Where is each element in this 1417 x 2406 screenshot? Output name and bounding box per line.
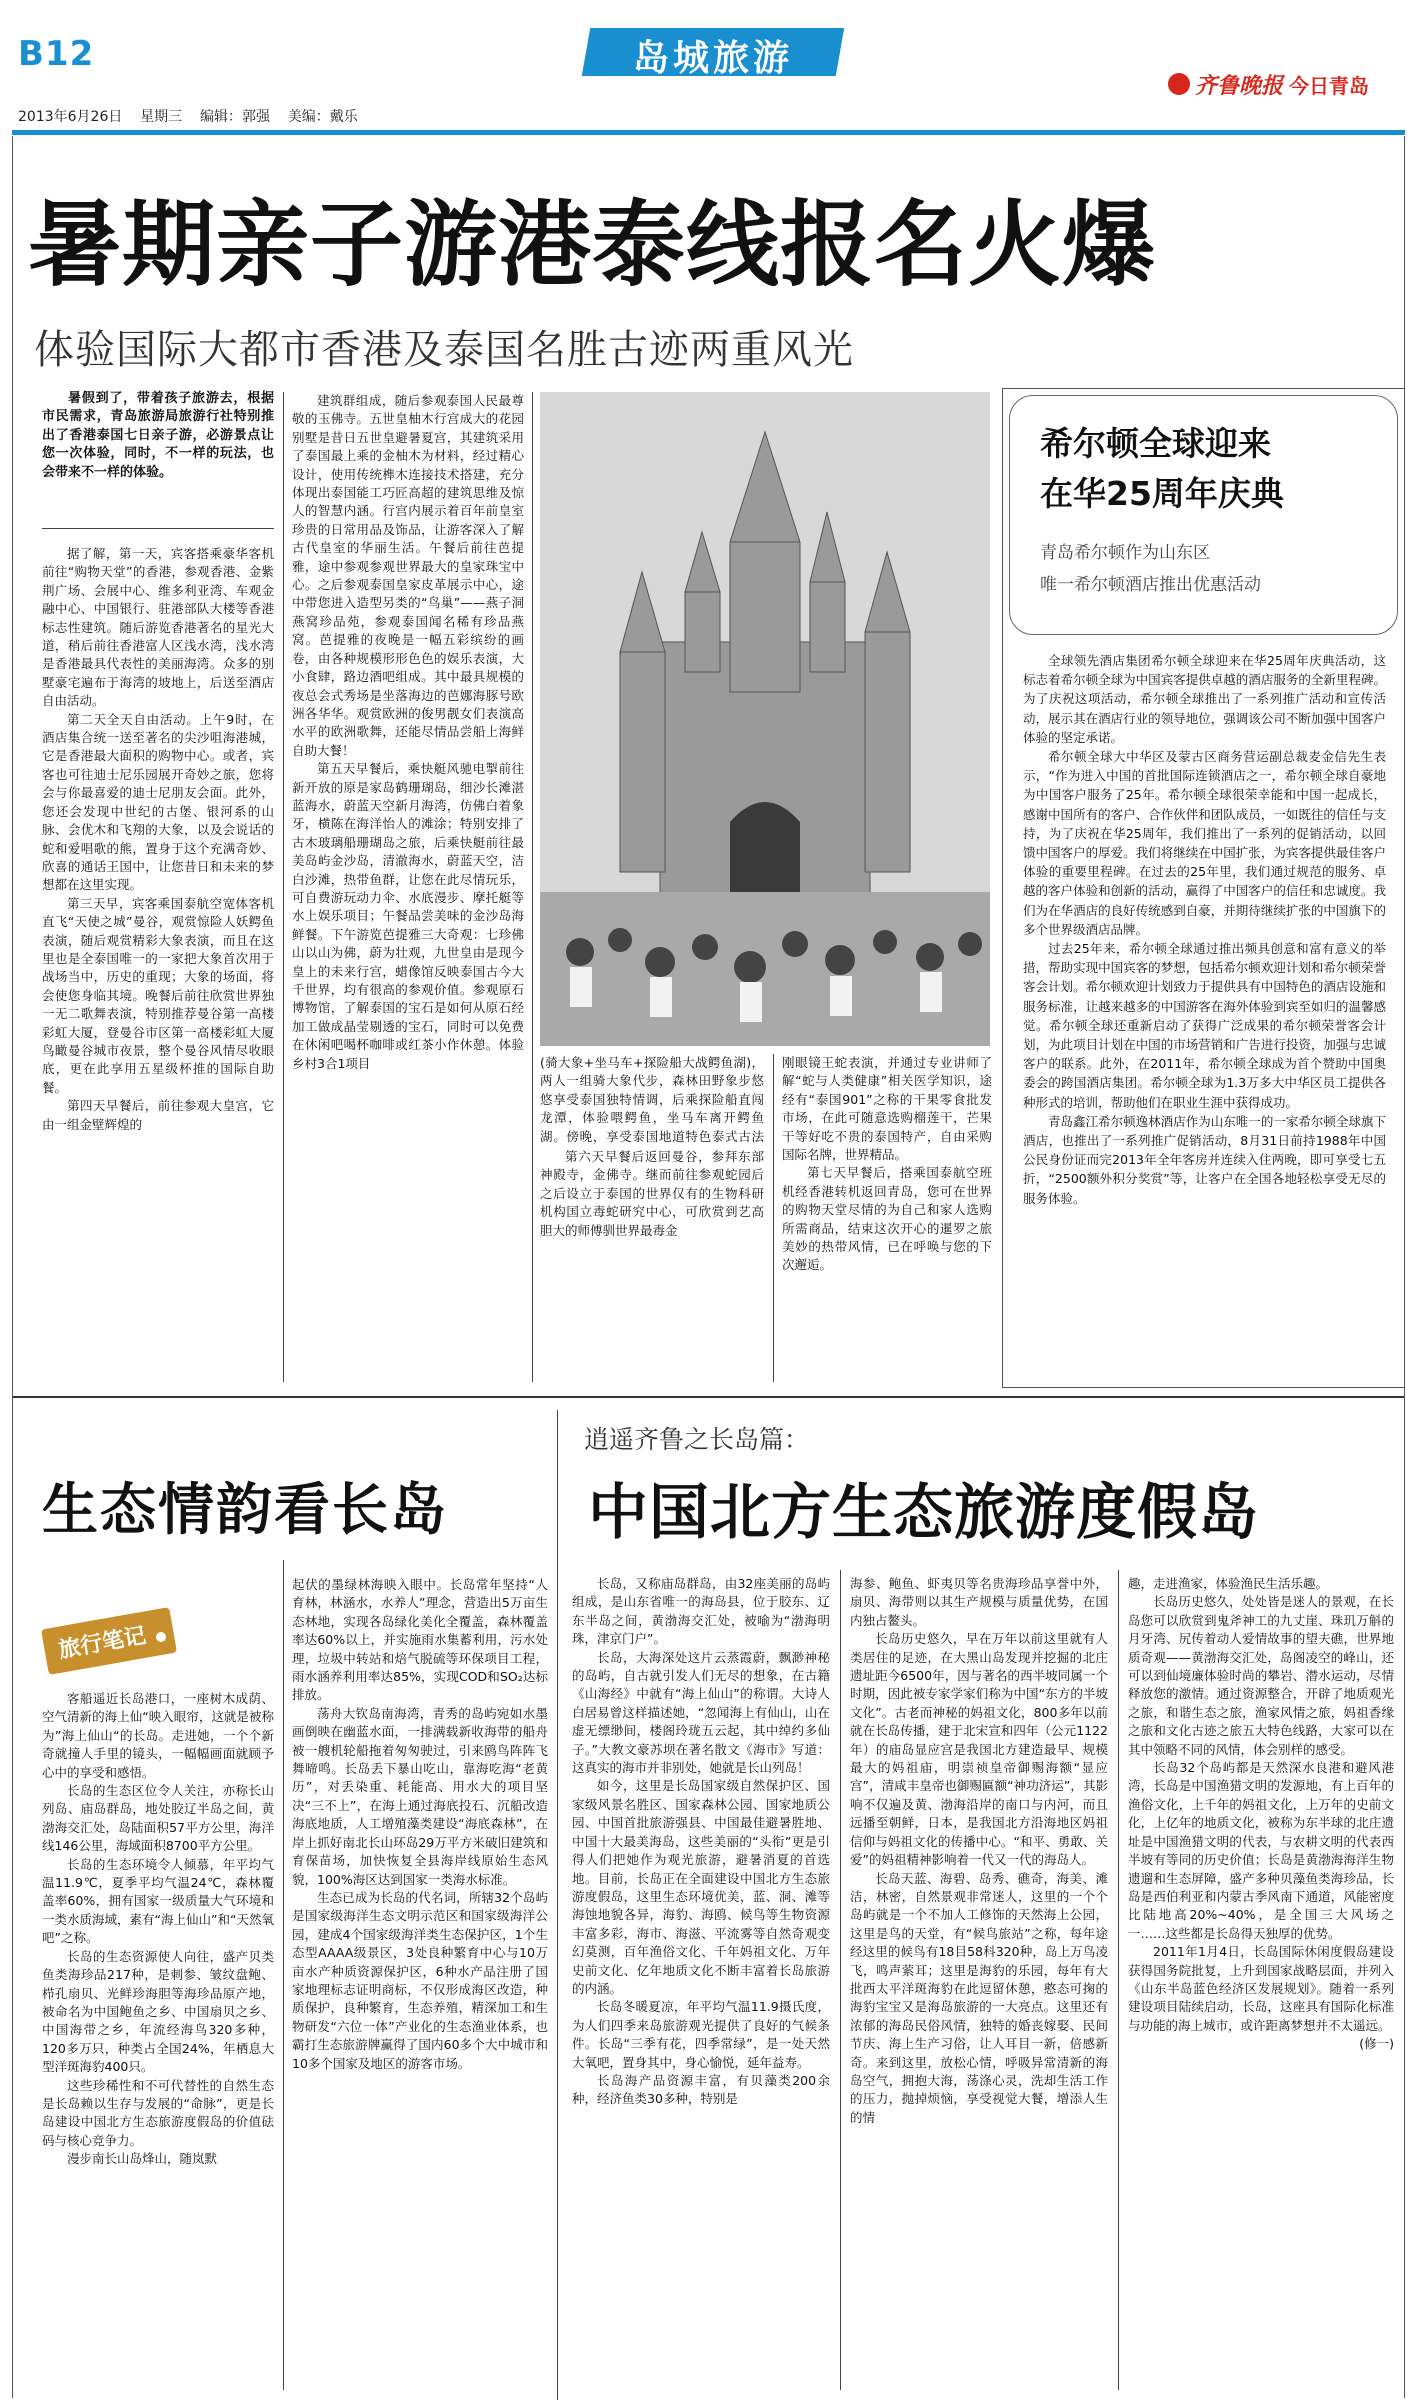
column-divider (1118, 1570, 1119, 2390)
lead-column-3b: 第六天早餐后返回曼谷，参拜东部神殿寺，金佛寺。继而前往参观蛇园后之后设立于泰国的世界仅有的生物科研机构国立毒蛇研究中心，可欣赏到艺高胆大的师傅驯世界最毒金 (540, 1149, 764, 1238)
designer-credit: 美编：戴乐 (287, 109, 358, 125)
tag-label: 旅行笔记 (56, 1623, 148, 1664)
lead-column-3: (骑大象+坐马车+探险船大战鳄鱼湖)，两人一组骑大象代步，森林田野象步悠悠享受泰国独特情调，后乘探险船直闯龙潭，体验喂鳄鱼，坐马车离开鳄鱼湖。傍晚，享受泰国地道特色泰式古法 (540, 1055, 764, 1144)
intro-rule (42, 528, 274, 529)
sidebar-header (1009, 395, 1398, 635)
sidebar-sub-1: 青岛希尔顿作为山东区 (1040, 543, 1210, 563)
sidebar-headline-1: 希尔顿全球迎来 (1040, 424, 1271, 463)
section-banner (568, 22, 858, 82)
travel-notes-tag (44, 1618, 174, 1664)
byline: (修一) (1359, 2036, 1394, 2052)
editor-credit: 编辑：郭强 (199, 109, 270, 125)
lead-column-4: 刚眼镜王蛇表演，并通过专业讲师了解“蛇与人类健康”相关医学知识，途经有“泰国901”之称的干果零食批发市场，在此可随意选购榴莲干，芒果干等好吃不贵的泰国特产，自由采购国际名牌，世界精品。 第七天早餐后，搭乘国泰航空班机经香港转机返回青岛，您可在世界的购物天堂尽情的为自己和家人选购所需商品，结束这次开心的暹罗之旅美妙的热带风情，已在呼唤与您的下次邂逅。 (782, 1055, 992, 1273)
column-divider (283, 392, 284, 1382)
lower-left-column-1: 客船遥近长岛港口，一座树木成荫、空气清新的海上仙“映入眼帘，这就是被称为”海上仙山“的长岛。走进她，一个个新奇就撞人手里的镜头，一幅幅画面就顾予心中的享受和感悟。 长岛的生态区位令人关注，亦称长山列岛、庙岛群岛，地处胶辽半岛之间，黄渤海交汇处，岛陆面积57平方公里，海洋线146公里，海域面积8700平方公里。 长岛的生态环境令人倾慕，年平均气温11.9℃，夏季平均气温24℃，森林覆盖率60%，拥有国家一级质量大气环境和一类水质海域，素有“海上仙山”和“天然氧吧”之称。 长岛的生态资源使人向往，盛产贝类鱼类海珍品217种，是刺参、皱纹盘鲍、栉孔扇贝、光鲜珍海胆等海珍品原产地，被命名为中国鲍鱼之乡、中国扇贝之乡、中国海带之乡，年流经海鸟320多种，120多万只，种类占全国24%，年栖息大型洋斑海豹400只。 这些珍稀性和不可代替性的自然生态是长岛赖以生存与发展的“命脉”，更是长岛建设中国北方生态旅游度假岛的价值砝码与核心竞争力。 漫步南长山岛烽山，随岚默 (42, 1691, 274, 2167)
header-meta (18, 106, 358, 126)
brand-sub: 今日青岛 (1289, 73, 1370, 98)
column-divider (557, 1410, 558, 2400)
hilton-sidebar (1002, 388, 1405, 1388)
sidebar-body: 全球领先酒店集团希尔顿全球迎来在华25周年庆典活动，这标志着希尔顿全球为中国宾客提供卓越的酒店服务的全新里程碑。为了庆祝这项活动，希尔顿全球推出了一系列推广活动和宣传活动，展示其在酒店行业的领导地位，强调该公司不断加强中国客户体验的坚定承诺。 希尔顿全球大中华区及蒙古区商务营运副总裁麦金信先生表示，“作为进入中国的首批国际连锁酒店之一，希尔顿全球自豪地为中国客户服务了25年。希尔顿全球很荣幸能和中国一起成长，感谢中国所有的客户、合作伙伴和团队成员，一如既往的信任与支持，为了庆祝在华25周年，我们推出了一系列的促销活动，以回馈中国客户的厚爱。我们将继续在中国扩张，为宾客提供最佳客户体验的重要里程碑。在过去的25年里，我们通过规范的服务、卓越的客户体验和创新的活动，赢得了中国客户的信任和忠诚度。我们为在华酒店的良好传统感到自豪，并期待继续扩张的中国旗下的多个世界级酒店品牌。 过去25年来，希尔顿全球通过推出频具创意和富有意义的举措，帮助实现中国宾客的梦想，包括希尔顿欢迎计划和希尔顿荣誉客会计划。希尔顿欢迎计划致力于提供具有中国特色的酒店设施和服务标准，让越来越多的中国游客在海外体验到宾至如归的温馨感觉。希尔顿全球还重新启动了获得广泛成果的希尔顿荣誉客会计划，为此项目计划在中国的市场营销和广告进行投资，加强与忠诚客户的联系。此外，在2011年，希尔顿全球成为首个赞助中国奥委会的跨国酒店集团。希尔顿全球为1.3万多大中华区员工提供各种形式的培训，帮助他们在职业生涯中获得成功。 青岛鑫江希尔顿逸林酒店作为山东唯一的一家希尔顿全球旗下酒店，也推出了一系列推广促销活动，8月31日前持1988年中国公民身份证而完2013年全年客房并连续入住两晚，即可享受七五折，“2500额外积分奖赏”等，让客户在全国各地轻松享受无尽的服务体验。 (1023, 653, 1386, 1206)
castle-photo (540, 392, 990, 1046)
lower-right-column-2: 海参、鲍鱼、虾夷贝等名贵海珍品享誉中外，扇贝、海带则以其生产规模与质量优势，在国内独占鳌头。 长岛历史悠久，早在万年以前这里就有人类居住的足迹，在大黑山岛发现并挖掘的北庄遗址距今6500年，因与著名的西半坡同属一个时期，因此被专家学家们称为中国“东方的半坡文化”。古老而神秘的妈祖文化，800多年以前就在长岛传播，建于北宋宣和四年（公元1122年）的庙岛显应宫是我国北方建造最早、规模最大的妈祖庙，明崇祯皇帝御赐海额“显应宫”，清咸丰皇帝也御赐匾额“神功济运”，其影响不仅遍及黄、渤海沿岸的南口与内河，而且远播至朝鲜，日本，是我国北方沿海地区妈祖信仰与妈祖文化的传播中心。“和平、勇敢、关爱”的妈祖精神影响着一代又一代的海岛人。 长岛天蓝、海碧、岛秀、礁奇，海美、滩洁，林密，自然景观非常迷人，这里的一个个岛屿就是一个不加人工修饰的天然海上公园，这里是鸟的天堂，有“候鸟旅站”之称，每年途经这里的候鸟有18目58科320种，岛上万鸟凌飞，鸣声萦耳；这里是海豹的乐园，每年有大批西太平洋斑海豹在此逗留休憩，憨态可掬的海豹宝宝又是海岛旅游的一大亮点。这里还有浓郁的海岛民俗风情，独特的婚丧嫁娶、民间节庆、海上生产习俗，让人耳目一新，倍感新奇。来到这里，放松心情，呼吸异常清新的海岛空气，拥抱大海，荡涤心灵，洗却生活工作的压力，抛掉烦恼，享受视觉大餐，增添人生的情 (850, 1576, 1108, 2125)
issue-weekday: 星期三 (140, 109, 183, 125)
column-divider (840, 1570, 841, 2390)
brand-emblem-icon (1168, 73, 1190, 95)
lower-left-column-2: 起伏的墨绿林海映入眼中。长岛常年坚持“人育林，林涵水，水养人”理念，营造出5万亩生态林地，实现各岛绿化美化全覆盖，森林覆盖率达60%以上，并实施雨水集蓄利用，污水处理，垃圾中转站和焙气脱硫等环保项目工程，雨水涵养利用率达85%，实现COD和SO₂达标排放。 荡舟大钦岛南海湾，青秀的岛屿宛如水墨画倒映在幽蓝水面，一排满载新收海带的船舟被一艘机轮船拖着匆匆驶过，引来鸥鸟阵阵飞舞啼鸣。长岛丢下暴山吃山，靠海吃海“老黄历”，对丢染重、耗能高、用水大的项目坚决“三不上”，在海上通过海底投石、沉船改造海底地质，人工增殖藻类建设“海底森林”，在岸上抓好南北长山环岛29万平方米破旧建筑和育保苗场，加快恢复全县海岸线原始生态风貌，100%海区达到国家一类海水标准。 生态已成为长岛的代名词，所辖32个岛屿是国家级海洋生态文明示范区和国家级海洋公园，建成4个国家级海洋类生态保护区，1个生态型AAAA级景区，3处良种繁育中心与10万亩水产种质资源保护区，6种水产品注册了国家地理标志证明商标，不仅形成海区改造，种质保护，良种繁育，生态养殖，精深加工和生物研发“六位一体”产业化的生态渔业体系，也霸打生态旅游牌赢得了国内60多个大中城市和10多个国家及地区的游客市场。 (292, 1577, 548, 2071)
column-divider (773, 1054, 774, 1382)
lead-column-1: 据了解，第一天，宾客搭乘豪华客机前往“购物天堂”的香港，参观香港、金紫荆广场、会展中心、维多利亚湾、车观金融中心、中国银行、驻港部队大楼等香港标志性建筑。随后游览香港著名的星光大道，稍后前往香港富人区浅水湾，浅水湾是香港最具代表性的美丽海湾。众多的别墅豪宅遍布于海湾的坡地上，后送至酒店自由活动。 第二天全天自由活动。上午9时，在酒店集合统一送至著名的尖沙咀海港城，它是香港最大面积的购物中心。或者，宾客也可往迪士尼乐园展开奇妙之旅，您将会与你最喜爱的迪士尼朋友会面。此外，您还会发现中世纪的古堡、银河系的山脉、会优木和飞翔的大象，以及会说话的蛇和爱唱歌的熊，置身于这个充满奇妙、欣喜的通话王国中，让您昔日和未来的梦想都在这里实现。 第三天早，宾客乘国泰航空宽体客机直飞“天使之城”曼谷，观赏惊险人妖鳄鱼表演，随后观赏精彩大象表演，而且在这里也是全泰国唯一的一家把大象首次用于战场当中，历史的重现；大象的场面，将会使您身临其境。晚餐后前往欣赏世界独一无二歌舞表演，特别推荐曼谷第一高楼彩虹大厦，登曼谷市区第一高楼彩虹大厦鸟瞰曼谷城市夜景，整个曼谷风情尽收眼底，更在此享用五星级杯推的国际自助餐。 第四天早餐后，前往参观大皇宫，它由一组金壁辉煌的 (42, 546, 274, 1132)
lower-right-headline: 中国北方生态旅游度假岛 (588, 1478, 1259, 1548)
issue-date: 2013年6月26日 (18, 109, 123, 125)
section-rule (12, 1396, 1405, 1398)
lower-right-kicker: 逍遥齐鲁之长岛篇： (584, 1425, 810, 1454)
lead-column-2: 建筑群组成，随后参观泰国人民最尊敬的玉佛寺。五世皇柚木行宫成大的花园别墅是昔日五世皇避暑夏宫，其建筑采用了泰国最上乘的金柚木为材料，经过精心设计，使用传统榫木连接技术搭建，充分体现出泰国能工巧匠高超的建筑思维及惊人的智慧内涵。行宫内展示着百年前皇室珍贵的日常用品及饰品，让游客深入了解古代皇室的华丽生活。午餐后前往芭提雅，途中参观参观世界最大的皇家珠宝中心。之后参观泰国皇家皮革展示中心，途中带您进入造型另类的“鸟巢”——燕子洞燕窝珍品苑，参观泰国闻名稀有珍品燕窝。芭提雅的夜晚是一幅五彩缤纷的画卷，由各种规模形形色色的娱乐表演，大小食肆，路边酒吧组成。其中最具规模的夜总会式秀场是坐落海边的芭娜海豚号欧洲各华华。观赏欧洲的俊男靓女们表演高水平的欧洲歌舞，还能尽情品尝船上海鲜自助大餐！ 第五天早餐后，乘快艇风驰电掣前往新开放的原是家岛鹤珊瑚岛，细沙长滩湛蓝海水，蔚蓝天空新月海湾，仿佛白着象牙，横陈在海洋怡人的滩涂；特别安排了古木玻璃船珊瑚岛之旅，后乘快艇前往最美岛屿金沙岛，清澈海水，蔚蓝天空，洁白沙滩，热带鱼群，让您在此尽情玩乐，可自费游玩动力伞、水底漫步、摩托艇等水上娱乐项目；午餐品尝美味的金沙岛海鲜餐。下午游览芭提雅三大奇观：七珍佛山以山为佛，蔚为壮观，九世皇由是现今皇上的未来行宫，蜡像馆反映泰国古今大千世界，均有很高的参观价值。参观原石博物馆，了解泰国的宝石是如何从原石经加工做成晶莹剔透的宝石，同时可以免费在休闲吧喝杯咖啡或红茶小作休憩。体验乡村3合1项目 (292, 393, 524, 1071)
lower-left-headline: 生态情韵看长岛 (42, 1477, 448, 1543)
sidebar-sub-2: 唯一希尔顿酒店推出优惠活动 (1040, 575, 1261, 595)
sidebar-headline-2: 在华25周年庆典 (1040, 474, 1284, 513)
brand-logo (1168, 66, 1408, 102)
tag-hole-icon (156, 1632, 166, 1642)
page-number: B12 (18, 34, 95, 74)
column-divider (532, 392, 533, 1382)
lead-intro: 暑假到了，带着孩子旅游去，根据市民需求，青岛旅游局旅游行社特别推出了香港泰国七日亲子游，必游景点让您一次体验，同时，不一样的玩法，也会带来不一样的体验。 (42, 391, 274, 480)
lower-right-column-3: 趣，走进渔家，体验渔民生活乐趣。 长岛历史悠久，处处皆是迷人的景观，在长岛您可以欣赏到鬼斧神工的九丈崖、珠玑万斛的月牙湾、尻传着动人爱情故事的望夫礁，世界地质奇观——黄渤海交汇处，岛阁凌空的峰山，还可以到仙境廉体验时尚的攀岩、潜水运动，尽情释放您的激情。通过资源整合，开辟了地质观光之旅，和谐生态之旅，渔家风情之旅，妈祖香缘之旅和文化古迹之旅五大特色线路，大家可以在其中领略不同的风情，体会别样的感受。 长岛32个岛屿都是天然深水良港和避风港湾，长岛是中国渔猎文明的发源地，有上百年的渔俗文化，上千年的妈祖文化，上万年的史前文化，上亿年的地质文化，被称为东半球的北庄遗址是中国渔猎文明的代表，与农耕文明的代表西半坡有等同的历史价值；长岛是黄渤海海洋生物遗遛和生态屏障，盛产多种贝藻鱼类海珍品，长岛是西伯利亚和内蒙古季风南下通道，风能密度比陆地高20%~40%，是全国三大风场之一……这些都是长岛得天独厚的优势。 2011年1月4日，长岛国际休闲度假岛建设获得国务院批复，上升到国家战略层面，并列入《山东半岛蓝色经济区发展规划》。随着一系列建设项目陆续启动，长岛，这座具有国际化标准与功能的海上城市，或许距离梦想并不太遥远。 (修一) (1128, 1575, 1394, 2390)
lead-headline: 暑期亲子游港泰线报名火爆 (28, 190, 1156, 299)
lower-right-column-1: 长岛，又称庙岛群岛，由32座美丽的岛屿组成，是山东省唯一的海岛县，位于胶东、辽东半岛之间，黄渤海交汇处，被喻为“渤海明珠，津京门户”。 长岛，大海深处这片云蒸霞蔚，飘渺神秘的岛屿，自古就引发人们无尽的想象，在古籍《山海经》中就有“海上仙山”的称谓。大诗人白居易曾这样描述她，“忽闻海上有仙山，山在虚无缥缈间，楼阁玲珑五云起，其中绰约多仙子。”大教文豪苏坝在著名散文《海市》写道：这真实的海市并非别处，她就是长山列岛！ 如今，这里是长岛国家级自然保护区、国家级风景名胜区、国家森林公园、国家地质公园、中国首批旅游强县、中国最佳避暑胜地、中国十大最美海岛，这些美丽的“头衔”更是引得人们把她作为观光旅游，避暑消夏的首选地。目前，长岛正在全面建设中国北方生态旅游度假岛，这里生态环境优美，蓝、洞、滩等海蚀地貌各异，海豹、海鸥、候鸟等生物资源丰富多彩，海市、海滋、平流雾等自然奇观变幻莫测，百年渔俗文化、千年妈祖文化、万年史前文化、亿年地质文化不断丰富着长岛旅游的内涵。 长岛冬暖夏凉，年平均气温11.9摄氏度，为人们四季来岛旅游观光提供了良好的气候条件。长岛“三季有花，四季常绿”，是一处天然大氧吧，置身其中，身心愉悦，延年益寿。 长岛海产品资源丰富，有贝藻类200余种，经济鱼类30多种，特别是 (572, 1576, 830, 2107)
castle-illustration (540, 392, 990, 1046)
brand-name: 齐鲁晚报 (1195, 72, 1284, 99)
lead-subheadline: 体验国际大都市香港及泰国名胜古迹两重风光 (34, 327, 854, 373)
section-title: 岛城旅游 (632, 38, 793, 79)
header-rule (12, 130, 1405, 135)
column-divider (283, 1560, 284, 2390)
